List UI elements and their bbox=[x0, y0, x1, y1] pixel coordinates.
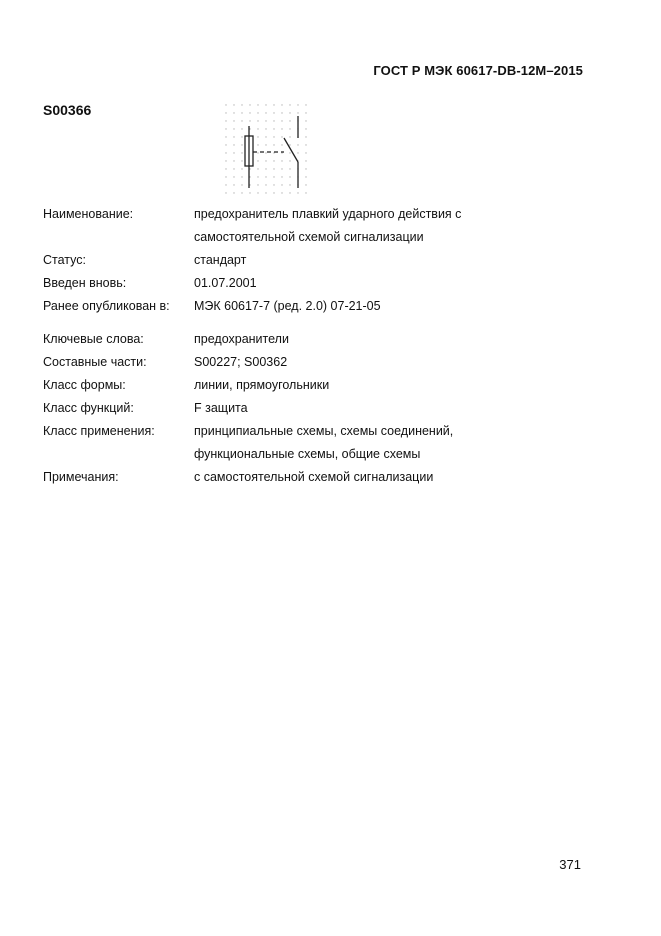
field-label: Класс формы: bbox=[43, 378, 126, 392]
field-value-line: самостоятельной схемой сигнализации bbox=[194, 230, 424, 244]
symbol-code: S00366 bbox=[43, 102, 92, 118]
field-value bbox=[194, 466, 494, 489]
field-label: Ранее опубликован в: bbox=[43, 299, 170, 313]
page-number: 371 bbox=[559, 857, 581, 872]
grid-dots bbox=[225, 104, 306, 193]
field-label: Класс применения: bbox=[43, 424, 155, 438]
field-shape-class bbox=[43, 374, 494, 397]
field-value bbox=[194, 295, 494, 318]
field-value-line: с самостоятельной схемой сигнализации bbox=[194, 470, 434, 484]
field-value-line: принципиальные схемы, схемы соединений, bbox=[194, 424, 454, 438]
field-label: Статус: bbox=[43, 253, 86, 267]
field-label: Примечания: bbox=[43, 470, 119, 484]
document-header: ГОСТ Р МЭК 60617-DB-12M–2015 bbox=[373, 63, 583, 78]
field-label: Составные части: bbox=[43, 355, 147, 369]
field-components bbox=[43, 351, 494, 374]
field-value bbox=[194, 203, 494, 249]
field-value-line: предохранитель плавкий ударного действия с bbox=[194, 207, 462, 221]
field-value-line: МЭК 60617-7 (ред. 2.0) 07-21-05 bbox=[194, 299, 381, 313]
field-introduced bbox=[43, 272, 494, 295]
field-value-line: 01.07.2001 bbox=[194, 276, 257, 290]
field-label: Наименование: bbox=[43, 207, 134, 221]
field-function-class bbox=[43, 397, 494, 420]
symbol-properties bbox=[43, 203, 494, 489]
field-value bbox=[194, 420, 494, 466]
field-value bbox=[194, 397, 494, 420]
field-value-line: предохранители bbox=[194, 332, 289, 346]
field-value bbox=[194, 351, 494, 374]
field-previously-published bbox=[43, 295, 494, 318]
field-value-line: S00227; S00362 bbox=[194, 355, 288, 369]
fuse-striker-signaling-icon bbox=[218, 100, 318, 200]
field-value-line: F защита bbox=[194, 401, 248, 415]
field-value bbox=[194, 328, 494, 351]
field-keywords bbox=[43, 328, 494, 351]
field-value-line: линии, прямоугольники bbox=[194, 378, 330, 392]
field-notes bbox=[43, 466, 494, 489]
field-label: Ключевые слова: bbox=[43, 332, 144, 346]
field-value bbox=[194, 272, 494, 295]
field-label: Класс функций: bbox=[43, 401, 134, 415]
field-label: Введен вновь: bbox=[43, 276, 127, 290]
field-value-line: функциональные схемы, общие схемы bbox=[194, 447, 421, 461]
field-name bbox=[43, 203, 494, 249]
field-value-line: стандарт bbox=[194, 253, 247, 267]
field-value bbox=[194, 374, 494, 397]
field-value bbox=[194, 249, 494, 272]
field-application-class bbox=[43, 420, 494, 466]
field-status bbox=[43, 249, 494, 272]
